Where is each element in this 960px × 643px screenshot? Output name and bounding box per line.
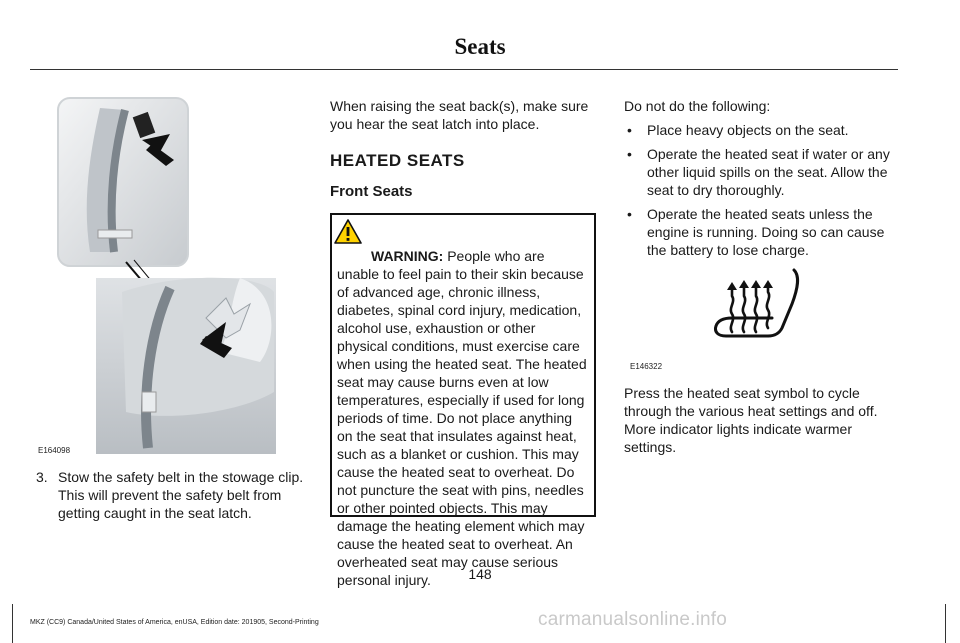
subsection-heading: Front Seats [330, 183, 413, 200]
page-title: Seats [454, 34, 506, 59]
step-number: 3. [36, 469, 48, 485]
list-item [624, 145, 896, 199]
warning-text: People who are unable to feel pain to their skin because of advanced age, chronic illness, diabetes, spinal cord injury, medication, alcohol use, exhaustion or other physical conditions, must exercise care when using the heated seat. The heated seat may cause burns even at low temperatures, especially if used for long periods of time. Do not place anything on the seat that insulates against heat, such as a blanket or cushion. This may cause the heated seat to overheat. Do not puncture the seat with pins, needles or other pointed objects. This may damage the heating element which may cause the heated seat to overheat. An overheated seat may cause serious personal injury. [337, 248, 587, 588]
watermark: carmanualsonline.info [538, 609, 728, 630]
intro-paragraph [330, 97, 602, 133]
heated-seat-icon [706, 264, 802, 350]
step-text: Stow the safety belt in the stowage clip. This will prevent the safety belt from getting caught in the seat latch. [58, 469, 304, 521]
figure-code: E146322 [630, 362, 663, 371]
heat-settings-paragraph: Press the heated seat symbol to cycle through the various heat settings and off. More indicator lights indicate warmer settings. [624, 385, 878, 455]
list-item-text: Operate the heated seats unless the engine is running. Doing so can cause the battery to lose charge. [647, 206, 885, 258]
safety-belt-stowage-illustration [30, 92, 300, 460]
list-item [624, 205, 896, 259]
bullet-marker: • [627, 122, 632, 138]
figure-code: E164098 [38, 446, 71, 455]
page-number: 148 [468, 566, 492, 582]
warning-triangle-icon [334, 219, 362, 244]
list-item-text: Operate the heated seat if water or any other liquid spills on the seat. Allow the seat to dry thoroughly. [647, 146, 890, 198]
do-not-intro: Do not do the following: [624, 98, 771, 114]
crop-mark [945, 604, 946, 643]
header-divider [30, 69, 898, 70]
list-item-text: Place heavy objects on the seat. [647, 122, 849, 138]
section-heading: HEATED SEATS [330, 151, 465, 170]
seat-back-note: When raising the seat back(s), make sure you hear the seat latch into place. [330, 98, 589, 132]
warning-paragraph [337, 247, 589, 589]
edition-footer: MKZ (CC9) Canada/United States of America, enUSA, Edition date: 201905, Second-Printing [30, 619, 319, 626]
crop-mark [12, 604, 13, 643]
bullet-marker: • [627, 146, 632, 162]
do-not-list [624, 119, 896, 265]
warning-label: WARNING: [371, 248, 444, 264]
list-item [624, 121, 896, 139]
bullet-marker: • [627, 206, 632, 222]
